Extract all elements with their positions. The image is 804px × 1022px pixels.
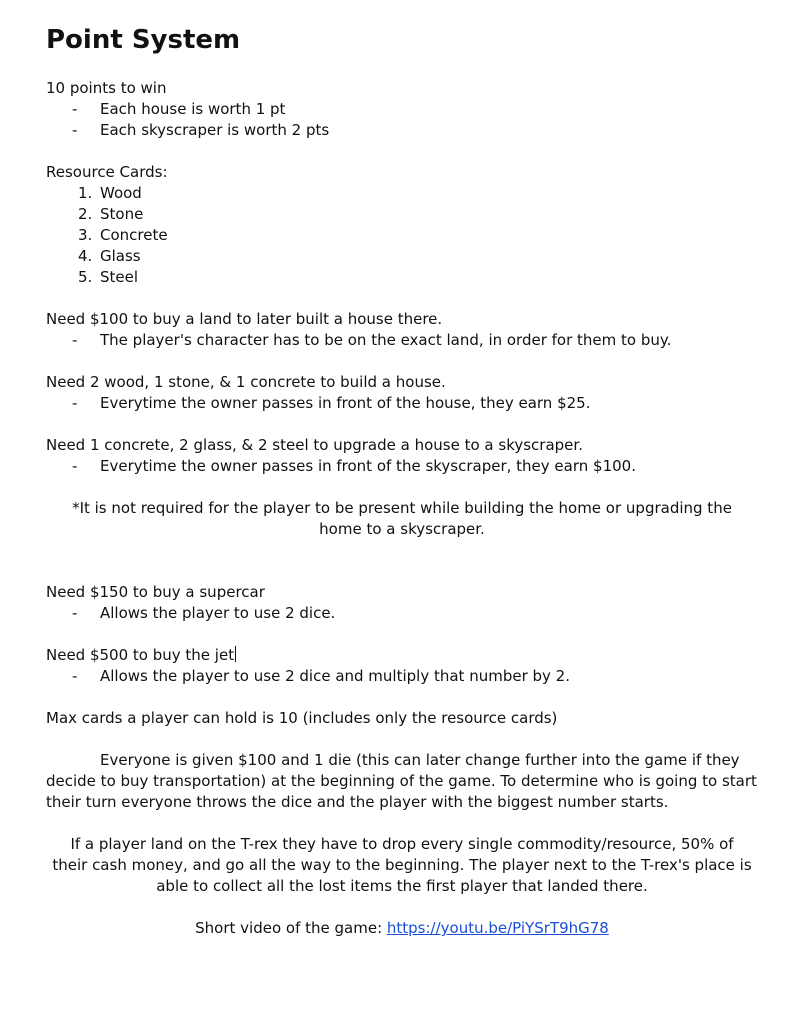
start-paragraph: Everyone is given $100 and 1 die (this can later change further into the game if they decide to buy transportation) at the beginning of the game. To determine who is going to start their turn everyone throws the dice and the player with the biggest number starts.: [46, 751, 757, 811]
page-title: Point System: [46, 25, 241, 55]
skyscraper-rule: Need 1 concrete, 2 glass, & 2 steel to upgrade a house to a skyscraper.: [46, 436, 583, 454]
skyscraper-notes: [46, 456, 758, 477]
list-item: - The player's character has to be on the exact land, in order for them to buy.: [72, 331, 672, 349]
trex-paragraph: If a player land on the T-rex they have to drop every single commodity/resource, 50% of their cash money, and go all the way to the beginning. The player next to the T-rex's place is able to collect all the lost items the first player that landed there.: [52, 835, 752, 895]
land-rule: Need $100 to buy a land to later built a house there.: [46, 310, 443, 328]
list-item: - Allows the player to use 2 dice and multiply that number by 2.: [72, 667, 570, 685]
supercar-rule: Need $150 to buy a supercar: [46, 583, 265, 601]
list-item: - Everytime the owner passes in front of the skyscraper, they earn $100.: [72, 457, 636, 475]
video-line: [46, 918, 758, 939]
list-item: 3. Concrete: [78, 226, 168, 244]
house-rule: Need 2 wood, 1 stone, & 1 concrete to build a house.: [46, 373, 446, 391]
list-item: 2. Stone: [78, 205, 144, 223]
jet-rule: Need $500 to buy the jet: [46, 646, 235, 664]
supercar-notes: [46, 603, 758, 624]
list-item: - Everytime the owner passes in front of the house, they earn $25.: [72, 394, 591, 412]
land-notes: [46, 330, 758, 351]
resources-list: [46, 183, 758, 288]
text-cursor: [235, 646, 236, 662]
list-item: - Each house is worth 1 pt: [72, 100, 286, 118]
video-link[interactable]: https://youtu.be/PiYSrT9hG78: [386, 919, 609, 937]
win-heading: 10 points to win: [46, 79, 167, 97]
list-item: 4. Glass: [78, 247, 141, 265]
list-item: - Each skyscraper is worth 2 pts: [72, 121, 330, 139]
list-item: 5. Steel: [78, 268, 139, 286]
win-list: [46, 99, 758, 141]
max-cards-rule: Max cards a player can hold is 10 (includes only the resource cards): [46, 709, 558, 727]
house-notes: [46, 393, 758, 414]
video-label: Short video of the game:: [195, 919, 387, 937]
jet-notes: [46, 666, 758, 687]
list-item: 1. Wood: [78, 184, 142, 202]
resources-heading: Resource Cards:: [46, 163, 168, 181]
footnote: *It is not required for the player to be present while building the home or upgrading the home to a skyscraper.: [72, 499, 732, 538]
list-item: - Allows the player to use 2 dice.: [72, 604, 336, 622]
